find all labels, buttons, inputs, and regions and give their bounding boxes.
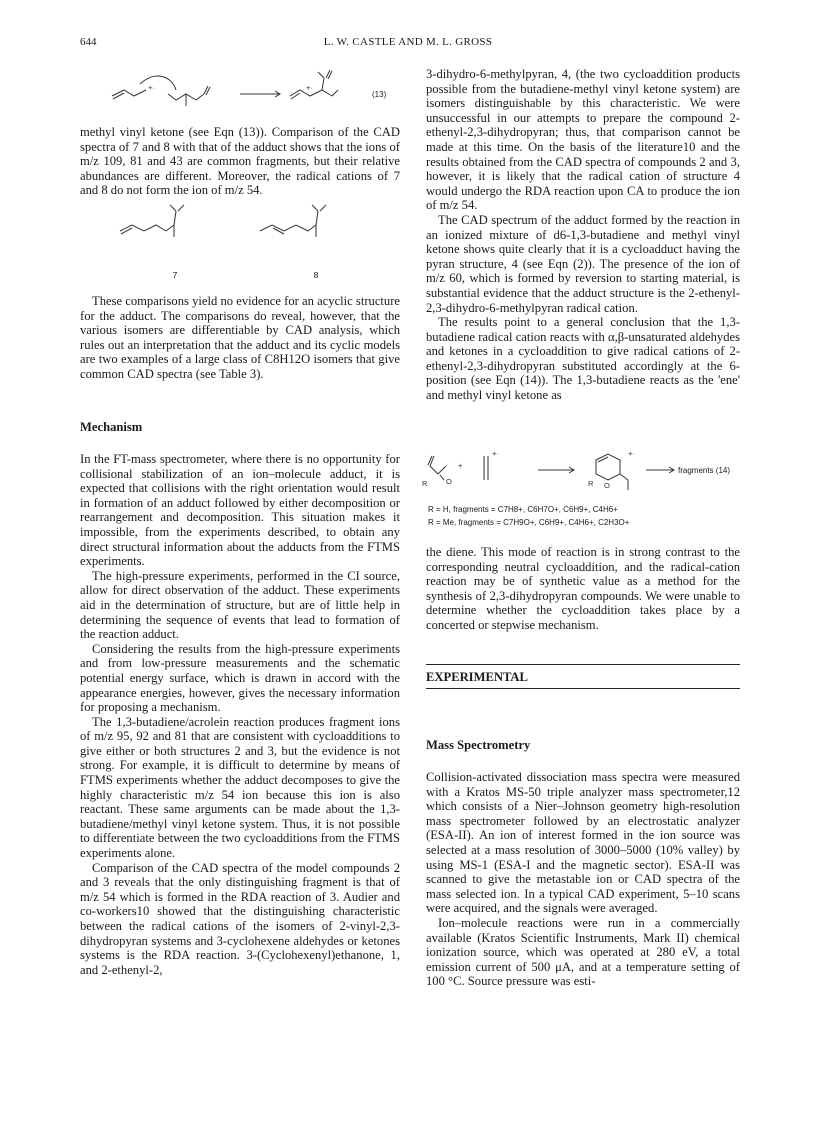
svg-text:+·: +· xyxy=(492,449,499,458)
scheme-13-structures xyxy=(110,70,400,120)
svg-text:+·: +· xyxy=(306,83,313,92)
svg-text:O: O xyxy=(604,481,610,490)
left-column-middle xyxy=(80,294,400,382)
equation-14-label: fragments (14) xyxy=(678,466,731,475)
paragraph: methyl vinyl ketone (see Eqn (13)). Comparison of the CAD spectra of 7 and 8 with that of the adduct shows that the ions of m/z 109, 81 and 43 are common fragments, but their relative abundances are different. Moreover, the radical cations of 7 and 8 do not form the ion of m/z 54. xyxy=(80,125,400,198)
svg-text:R: R xyxy=(422,479,428,488)
page-number: 644 xyxy=(80,36,97,48)
svg-text:+: + xyxy=(458,461,463,470)
svg-text:+·: +· xyxy=(148,83,155,92)
section-rule-top xyxy=(426,664,740,665)
running-title: L. W. CASTLE AND M. L. GROSS xyxy=(323,36,493,48)
fragments-r-me: R = Me, fragments = C7H9O+, C6H9+, C4H6+, C2H3O+ xyxy=(428,518,630,527)
right-column-middle xyxy=(426,545,740,633)
experimental-heading: EXPERIMENTAL xyxy=(426,670,528,684)
structures-7-8 xyxy=(118,205,378,265)
paragraph: 3-dihydro-6-methylpyran, 4, (the two cycloaddition products possible from the butadiene-methyl vinyl ketone system) are isomers distinguishable by this characteristic. We were unsuccessful in our attempts to prepare the compound 2-ethenyl-2,3-dihydropyran; thus, that comparison cannot be made at this time. On the basis of the literature10 and the results obtained from the CAD spectra of compounds 2 and 3, however, it is likely that the radical cation of structure 4 would undergo the RDA reaction upon CA to produce the ion of m/z 54. xyxy=(426,67,740,213)
paragraph: In the FT-mass spectrometer, where there is no opportunity for collisional stabilization of an ion–molecule adduct, it is expected that collisions with the right orientation would result in formation of an adduct followed by either decomposition or rearrangement and decomposition. This situation makes it impossible, from the experiments described, to obtain any direct structural information about the adducts from the FTMS experiments. xyxy=(80,452,400,569)
paragraph: The 1,3-butadiene/acrolein reaction produces fragment ions of m/z 95, 92 and 81 that are consistent with cycloadditions to give either or both structures 2 and 3, but the evidence is not strong. For example, it is difficult to determine by means of FTMS experiments whether the adduct decomposes to give the highly characteristic m/z 54 ion because this ion is also reactant. These same arguments can be made about the 1,3-butadiene/methyl vinyl ketone system. Thus, it is not possible to differentiate between the two cycloadditions from the FTMS experiments alone. xyxy=(80,714,400,861)
paragraph: The high-pressure experiments, performed in the CI source, allow for direct observation of the adduct. These experiments aid in the determination of structure, but are of little help in determining the sequence of events that lead to formation of the reaction adduct. xyxy=(80,568,400,642)
paragraph: Ion–molecule reactions were run in a commercially available (Kratos Scientific Instruments, Mark II) chemical ionization source, which was operated at 280 eV, a total emission current of 500 μA, and at a temperature setting of 100 °C. Source pressure was esti- xyxy=(426,915,740,989)
paragraph: Collision-activated dissociation mass spectra were measured with a Kratos MS-50 triple analyzer mass spectrometer,12 which consists of a Nier–Johnson geometry high-resolution mass spectrometer followed by an electrostatic analyzer (ESA-II). An ion of interest formed in the ion source was selected at a mass resolution of 3000–5000 (10% valley) by using MS-1 (ESA-I and the magnetic sector). ESA-II was scanned to give the metastable ion or CAD spectra of the mass selected ion. In a typical CAD experiment, 5–10 scans were acquired, and the signals were averaged. xyxy=(426,770,740,916)
svg-text:+·: +· xyxy=(628,449,635,458)
paragraph: The CAD spectrum of the adduct formed by the reaction in an ionized mixture of d6-1,3-butadiene and methyl vinyl ketone shows quite clearly that it is a cycloadduct having the pyran structure, 4 (see Eqn (2)). The presence of the ion of m/z 60, which is formed by reversion to starting material, is substantial evidence that the adduct structure is the 2-ethenyl-2,3-dihydro-6-methylpyran radical cation. xyxy=(426,212,740,315)
paragraph: Considering the results from the high-pressure experiments and from low-pressure measurements and the schematic potential energy surface, which is drawn in accord with the appearance energies, however, gives the necessary information for proposing a mechanism. xyxy=(80,641,400,715)
equation-13-label: (13) xyxy=(372,90,387,99)
svg-text:R: R xyxy=(588,479,594,488)
right-column-bottom xyxy=(426,770,740,989)
paragraph: Comparison of the CAD spectra of the model compounds 2 and 3 reveals that the only distinguishing fragment is that of m/z 54 which is formed in the RDA reaction of 3. Audier and co-workers10 showed that the distinguishing characteristic between the radical cations of the isomers of 2-vinyl-2,3-dihydropyran systems and 3-cyclohexene aldehydes or ketones systems is the RDA reaction. 3-(Cyclohexenyl)ethanone, 1, and 2-ethenyl-2, xyxy=(80,860,400,977)
page-header xyxy=(80,36,736,56)
right-column-top xyxy=(426,67,740,403)
paragraph: The results point to a general conclusion that the 1,3-butadiene radical cation reacts with α,β-unsaturated aldehydes and ketones in a cycloaddition to give radical cations of 2-ethenyl-2,3-dihydropyran substituted accordingly at the 6-position (see Eqn (14)). The 1,3-butadiene reacts as the 'ene' and methyl vinyl ketone as xyxy=(426,315,740,403)
svg-text:O: O xyxy=(446,477,452,486)
mechanism-heading: Mechanism xyxy=(80,420,143,434)
fragments-r-h: R = H, fragments = C7H8+, C6H7O+, C6H9+, C4H6+ xyxy=(428,505,618,514)
left-column-bottom xyxy=(80,452,400,977)
compound-7-label: 7 xyxy=(172,270,178,280)
section-rule-bottom xyxy=(426,688,740,689)
mass-spectrometry-heading: Mass Spectrometry xyxy=(426,738,531,752)
compound-8-label: 8 xyxy=(313,270,319,280)
paragraph: the diene. This mode of reaction is in strong contrast to the corresponding neutral cycloaddition, and the radical-cation reaction may be of synthetic value as a method for the synthesis of 2,3-dihydropyran compounds. We were unable to determine whether the cycloaddition takes place by a concerted or stepwise mechanism. xyxy=(426,545,740,632)
left-column-top xyxy=(80,125,400,198)
paragraph: These comparisons yield no evidence for an acyclic structure for the adduct. The comparisons do reveal, however, that the various isomers are differentiable by CAD analysis, which rules out an interpretation that the adduct and its cyclic models are two examples of a large class of C8H12O isomers that give common CAD spectra (see Table 3). xyxy=(80,294,400,381)
